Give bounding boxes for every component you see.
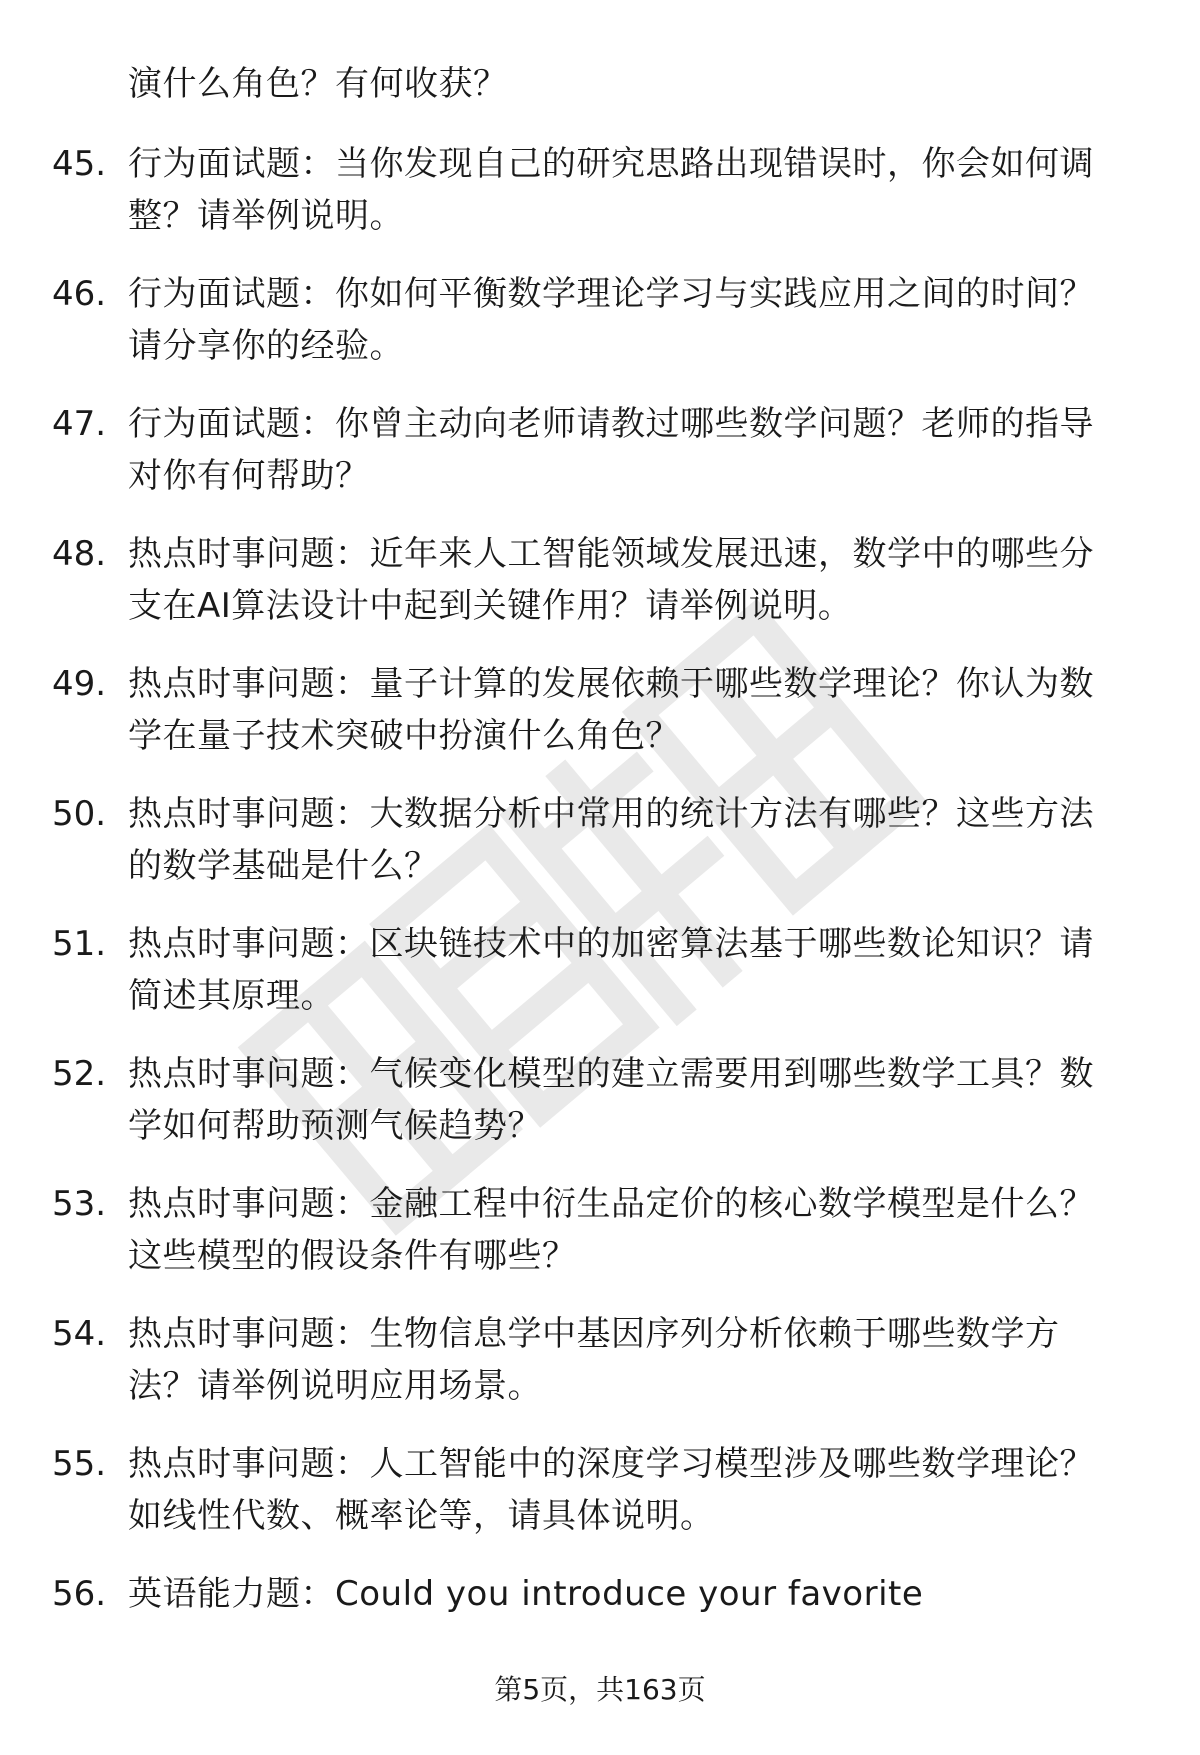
question-line: 行为面试题：你曾主动向老师请教过哪些数学问题？老师的指导 bbox=[128, 404, 1094, 444]
question-text bbox=[128, 268, 1148, 372]
question-number: 50. bbox=[52, 794, 107, 834]
list-item bbox=[0, 398, 1200, 528]
question-text bbox=[128, 788, 1148, 892]
question-number: 46. bbox=[52, 274, 107, 314]
question-number: 49. bbox=[52, 664, 107, 704]
question-text bbox=[128, 1308, 1148, 1412]
list-item bbox=[0, 268, 1200, 398]
question-text bbox=[128, 528, 1148, 632]
question-line: 简述其原理。 bbox=[128, 976, 335, 1016]
list-item bbox=[0, 918, 1200, 1048]
page-footer: 第5页，共163页 bbox=[494, 1673, 706, 1706]
question-line: 英语能力题：Could you introduce your favorite bbox=[128, 1574, 924, 1614]
question-number: 55. bbox=[52, 1444, 107, 1484]
question-line: 行为面试题：当你发现自己的研究思路出现错误时，你会如何调 bbox=[128, 144, 1094, 184]
question-line: 热点时事问题：生物信息学中基因序列分析依赖于哪些数学方 bbox=[128, 1314, 1060, 1354]
question-line: 整？请举例说明。 bbox=[128, 196, 404, 236]
question-text bbox=[128, 138, 1148, 242]
question-text bbox=[128, 398, 1148, 502]
question-line: 学在量子技术突破中扮演什么角色？ bbox=[128, 716, 680, 756]
question-text bbox=[128, 1568, 1148, 1620]
question-line: 支在AI算法设计中起到关键作用？请举例说明。 bbox=[128, 586, 853, 626]
question-line: 法？请举例说明应用场景。 bbox=[128, 1366, 542, 1406]
question-line: 热点时事问题：金融工程中衍生品定价的核心数学模型是什么？ bbox=[128, 1184, 1094, 1224]
question-number: 56. bbox=[52, 1574, 107, 1614]
question-number: 48. bbox=[52, 534, 107, 574]
list-item bbox=[0, 528, 1200, 658]
list-item bbox=[0, 1178, 1200, 1308]
list-item bbox=[0, 658, 1200, 788]
question-text bbox=[128, 1048, 1148, 1152]
question-line: 请分享你的经验。 bbox=[128, 326, 404, 366]
question-line: 热点时事问题：气候变化模型的建立需要用到哪些数学工具？数 bbox=[128, 1054, 1094, 1094]
question-text bbox=[128, 1438, 1148, 1542]
question-number: 45. bbox=[52, 144, 107, 184]
list-item bbox=[0, 1438, 1200, 1568]
question-number: 53. bbox=[52, 1184, 107, 1224]
question-line: 的数学基础是什么？ bbox=[128, 846, 439, 886]
question-number: 52. bbox=[52, 1054, 107, 1094]
list-item bbox=[0, 1048, 1200, 1178]
continued-question-text: 演什么角色？有何收获？ bbox=[128, 64, 508, 104]
question-line: 学如何帮助预测气候趋势？ bbox=[128, 1106, 542, 1146]
question-text bbox=[128, 918, 1148, 1022]
question-list bbox=[0, 138, 1200, 1698]
question-line: 对你有何帮助？ bbox=[128, 456, 370, 496]
question-line: 热点时事问题：量子计算的发展依赖于哪些数学理论？你认为数 bbox=[128, 664, 1094, 704]
list-item bbox=[0, 788, 1200, 918]
question-line: 热点时事问题：近年来人工智能领域发展迅速，数学中的哪些分 bbox=[128, 534, 1094, 574]
question-number: 47. bbox=[52, 404, 107, 444]
question-line: 热点时事问题：人工智能中的深度学习模型涉及哪些数学理论？ bbox=[128, 1444, 1094, 1484]
question-text bbox=[128, 1178, 1148, 1282]
question-line: 如线性代数、概率论等，请具体说明。 bbox=[128, 1496, 715, 1536]
list-item bbox=[0, 138, 1200, 268]
list-item bbox=[0, 1308, 1200, 1438]
question-number: 51. bbox=[52, 924, 107, 964]
question-line: 热点时事问题：区块链技术中的加密算法基于哪些数论知识？请 bbox=[128, 924, 1094, 964]
question-number: 54. bbox=[52, 1314, 107, 1354]
question-text bbox=[128, 658, 1148, 762]
question-line: 热点时事问题：大数据分析中常用的统计方法有哪些？这些方法 bbox=[128, 794, 1094, 834]
question-line: 行为面试题：你如何平衡数学理论学习与实践应用之间的时间？ bbox=[128, 274, 1094, 314]
question-line: 这些模型的假设条件有哪些？ bbox=[128, 1236, 577, 1276]
